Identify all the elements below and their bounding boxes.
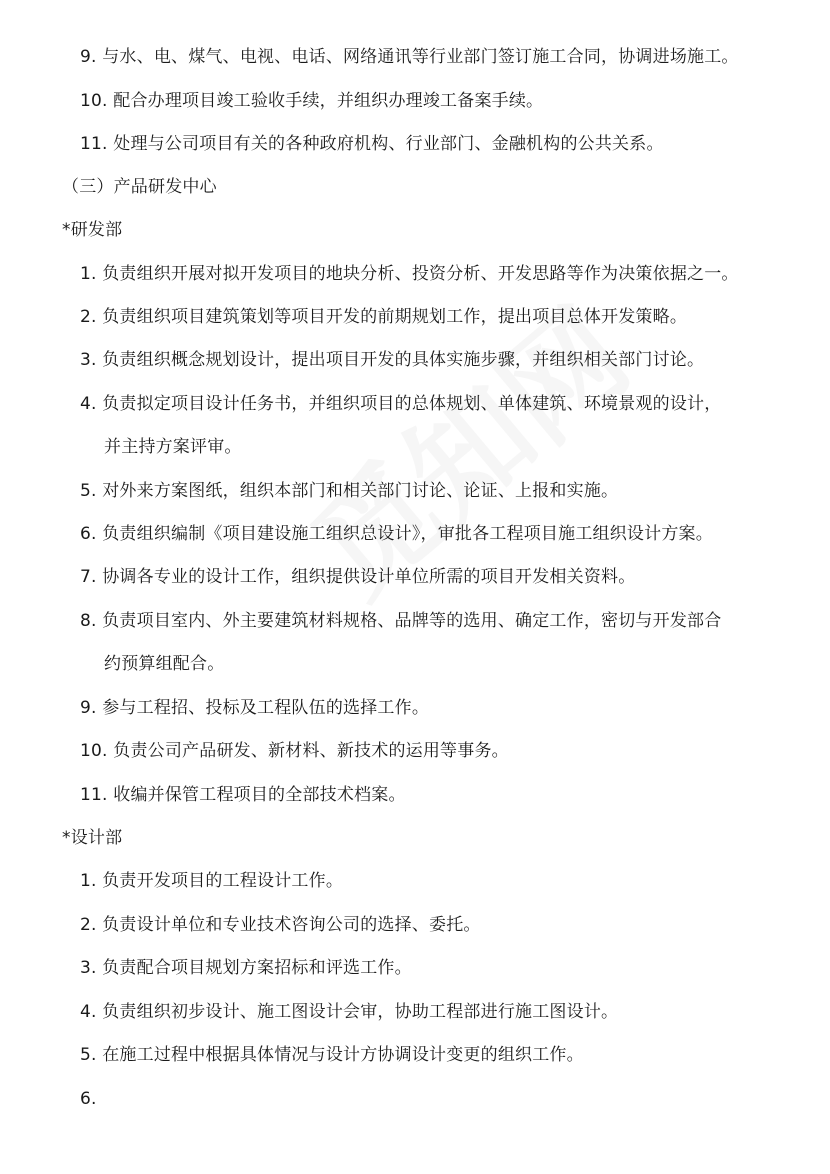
list-item: 4. 负责拟定项目设计任务书，并组织项目的总体规划、单体建筑、环境景观的设计，: [80, 394, 722, 414]
list-item: 11. 收编并保管工程项目的全部技术档案。: [80, 785, 406, 805]
subsection-heading: *设计部: [62, 828, 123, 848]
list-item: 2. 负责设计单位和专业技术咨询公司的选择、委托。: [80, 915, 481, 935]
list-item: 1. 负责组织开展对拟开发项目的地块分析、投资分析、开发思路等作为决策依据之一。: [80, 264, 739, 284]
list-item: 11. 处理与公司项目有关的各种政府机构、行业部门、金融机构的公共关系。: [80, 134, 664, 154]
list-item: 6. 负责组织编制《项目建设施工组织总设计》，审批各工程项目施工组织设计方案。: [80, 524, 713, 544]
list-item: 4. 负责组织初步设计、施工图设计会审，协助工程部进行施工图设计。: [80, 1002, 619, 1022]
list-item: 9. 与水、电、煤气、电视、电话、网络通讯等行业部门签订施工合同，协调进场施工。: [80, 47, 739, 67]
list-item: 3. 负责组织概念规划设计，提出项目开发的具体实施步骤，并组织相关部门讨论。: [80, 350, 705, 370]
list-item: 7. 协调各专业的设计工作，组织提供设计单位所需的项目开发相关资料。: [80, 567, 636, 587]
list-item: 2. 负责组织项目建筑策划等项目开发的前期规划工作，提出项目总体开发策略。: [80, 307, 688, 327]
list-item: 9. 参与工程招、投标及工程队伍的选择工作。: [80, 698, 430, 718]
list-item-continuation: 约预算组配合。: [104, 654, 225, 674]
subsection-heading: *研发部: [62, 220, 123, 240]
list-item: 5. 在施工过程中根据具体情况与设计方协调设计变更的组织工作。: [80, 1045, 584, 1065]
list-item: 6.: [80, 1089, 97, 1109]
list-item: 10. 配合办理项目竣工验收手续，并组织办理竣工备案手续。: [80, 91, 544, 111]
list-item: 1. 负责开发项目的工程设计工作。: [80, 871, 344, 891]
list-item: 10. 负责公司产品研发、新材料、新技术的运用等事务。: [80, 741, 509, 761]
list-item: 3. 负责配合项目规划方案招标和评选工作。: [80, 958, 412, 978]
section-heading: （三）产品研发中心: [62, 177, 217, 197]
list-item: 5. 对外来方案图纸，组织本部门和相关部门讨论、论证、上报和实施。: [80, 481, 619, 501]
list-item: 8. 负责项目室内、外主要建筑材料规格、品牌等的选用、确定工作，密切与开发部合: [80, 611, 722, 631]
list-item-continuation: 并主持方案评审。: [104, 437, 242, 457]
